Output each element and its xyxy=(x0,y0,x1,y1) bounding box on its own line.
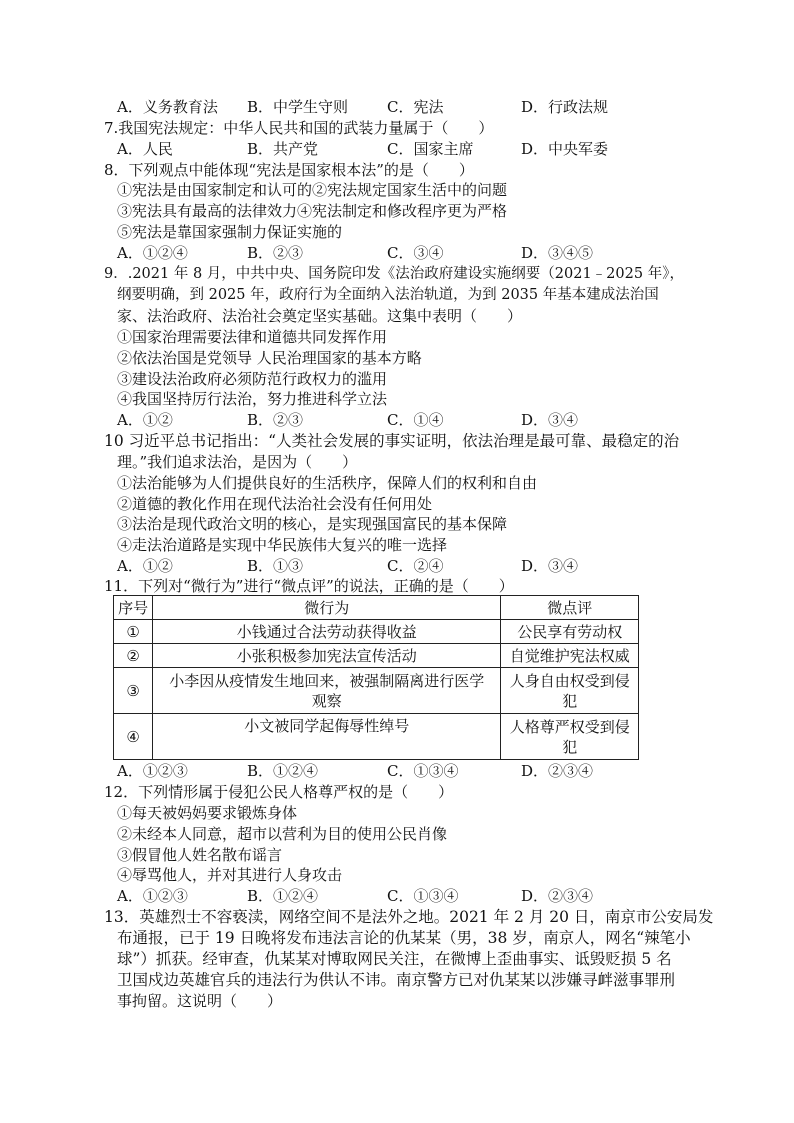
q11-option-b[interactable]: B．①②④ xyxy=(247,762,319,780)
q9-item: ②依法治国是党领导 人民治理国家的基本方略 xyxy=(117,349,422,367)
table-cell-comment xyxy=(501,668,639,714)
q8-item: ③宪法具有最高的法律效力④宪法制定和修改程序更为严格 xyxy=(117,202,508,220)
q8-stem: 8．下列观点中能体现“宪法是国家根本法”的是（ ） xyxy=(104,161,474,179)
q13-stem-line: 13．英雄烈士不容亵渎，网络空间不是法外之地。2021 年 2 月 20 日，南京市公安局发 xyxy=(104,908,714,926)
q7-option-a[interactable]: A．人民 xyxy=(117,140,173,158)
q11-option-a[interactable]: A．①②③ xyxy=(117,762,188,780)
q13-stem-line: 事拘留。这说明（ ） xyxy=(117,992,283,1010)
q7-option-d[interactable]: D．中央军委 xyxy=(521,140,609,158)
q10-item: ①法治能够为人们提供良好的生活秩序，保障人们的权利和自由 xyxy=(117,474,538,492)
q9-item: ①国家治理需要法律和道德共同发挥作用 xyxy=(117,328,388,346)
table-cell-line: 犯 xyxy=(562,737,578,756)
q12-item: ④辱骂他人，并对其进行人身攻击 xyxy=(117,866,343,884)
table-cell-index: ④ xyxy=(114,714,153,760)
q10-stem-line: 理。”我们追求法治，是因为（ ） xyxy=(117,453,358,471)
q12-item: ①每天被妈妈要求锻炼身体 xyxy=(117,804,298,822)
q8-option-a[interactable]: A．①②④ xyxy=(117,244,188,262)
table-row xyxy=(114,714,639,760)
q9-stem-line: 纲要明确，到 2025 年，政府行为全面纳入法治轨道，为到 2035 年基本建成法治国 xyxy=(117,287,659,303)
q6-option-b[interactable]: B．中学生守则 xyxy=(247,98,349,116)
q8-option-d[interactable]: D．③④⑤ xyxy=(521,244,594,262)
q7-option-c[interactable]: C．国家主席 xyxy=(387,140,474,158)
q12-option-d[interactable]: D．②③④ xyxy=(521,887,594,905)
table-cell-behavior: 小张积极参加宪法宣传活动 xyxy=(153,644,501,668)
table-cell-line: 人格尊严权受到侵 xyxy=(509,717,630,736)
q9-stem-line: 9．.2021 年 8 月，中共中央、国务院印发《法治政府建设实施纲要（2021﹣2025 年》， xyxy=(104,266,684,282)
q9-option-d[interactable]: D．③④ xyxy=(521,411,579,429)
table-row xyxy=(114,668,639,714)
q13-stem-line: 布通报，已于 19 日晚将发布违法言论的仇某某（男，38 岁，南京人，网名“辣笔小 xyxy=(117,929,691,947)
q10-option-b[interactable]: B．①③ xyxy=(247,557,304,575)
table-cell-line: 犯 xyxy=(562,691,578,710)
q9-stem-line: 家、法治政府、法治社会奠定坚实基础。这集中表明（ ） xyxy=(117,307,523,325)
q13-stem-line: 球”）抓获。经审查，仇某某对博取网民关注，在微博上歪曲事实、诋毁贬损 5 名 xyxy=(117,950,672,968)
table-header-cell: 微点评 xyxy=(501,596,639,620)
micro-behavior-table xyxy=(113,595,639,760)
table-cell-behavior: 小钱通过合法劳动获得收益 xyxy=(153,620,501,644)
q12-stem: 12．下列情形属于侵犯公民人格尊严权的是（ ） xyxy=(104,783,454,801)
table-row xyxy=(114,644,639,668)
q10-item: ③法治是现代政治文明的核心，是实现强国富民的基本保障 xyxy=(117,515,508,533)
table-cell-line: 观察 xyxy=(311,691,342,710)
table-cell-behavior: 小文被同学起侮辱性绰号 xyxy=(153,714,501,760)
q8-item: ⑤宪法是靠国家强制力保证实施的 xyxy=(117,223,343,241)
table-cell-index: ① xyxy=(114,620,153,644)
q10-option-d[interactable]: D．③④ xyxy=(521,557,579,575)
q10-item: ②道德的教化作用在现代法治社会没有任何用处 xyxy=(117,495,433,513)
q8-option-b[interactable]: B．②③ xyxy=(247,244,304,262)
q8-item: ①宪法是由国家制定和认可的②宪法规定国家生活中的问题 xyxy=(117,181,508,199)
q10-item: ④走法治道路是实现中华民族伟大复兴的唯一选择 xyxy=(117,536,448,554)
q9-item: ③建设法治政府必须防范行政权力的滥用 xyxy=(117,370,388,388)
q11-option-c[interactable]: C．①③④ xyxy=(387,762,459,780)
table-cell-line: 小李因从疫情发生地回来，被强制隔离进行医学 xyxy=(169,671,485,690)
q9-option-c[interactable]: C．①④ xyxy=(387,411,444,429)
q11-option-d[interactable]: D．②③④ xyxy=(521,762,594,780)
table-cell-comment xyxy=(501,714,639,760)
q7-stem: 7.我国宪法规定：中华人民共和国的武装力量属于（ ） xyxy=(104,119,494,137)
q6-option-a[interactable]: A．义务教育法 xyxy=(117,98,218,116)
q7-option-b[interactable]: B．共产党 xyxy=(247,140,319,158)
q10-option-a[interactable]: A．①② xyxy=(117,557,173,575)
q10-option-c[interactable]: C．②④ xyxy=(387,557,444,575)
table-row xyxy=(114,620,639,644)
q12-option-c[interactable]: C．①③④ xyxy=(387,887,459,905)
q10-stem-line: 10 习近平总书记指出：“人类社会发展的事实证明，依法治理是最可靠、最稳定的治 xyxy=(104,432,680,450)
q9-item: ④我国坚持厉行法治，努力推进科学立法 xyxy=(117,390,388,408)
q11-stem: 11．下列对“微行为”进行“微点评”的说法，正确的是（ ） xyxy=(104,577,514,595)
q6-option-d[interactable]: D．行政法规 xyxy=(521,98,609,116)
table-cell-comment: 自觉维护宪法权威 xyxy=(501,644,639,668)
table-header-row xyxy=(114,596,639,620)
q6-option-c[interactable]: C．宪法 xyxy=(387,98,444,116)
q8-option-c[interactable]: C．③④ xyxy=(387,244,444,262)
table-cell-behavior xyxy=(153,668,501,714)
table-cell-comment: 公民享有劳动权 xyxy=(501,620,639,644)
table-cell-index: ② xyxy=(114,644,153,668)
q12-item: ③假冒他人姓名散布谣言 xyxy=(117,846,283,864)
table-cell-line: 人身自由权受到侵 xyxy=(509,671,630,690)
q13-stem-line: 卫国戍边英雄官兵的违法行为供认不讳。南京警方已对仇某某以涉嫌寻衅滋事罪刑 xyxy=(117,971,676,989)
table-header-cell: 微行为 xyxy=(153,596,501,620)
table-cell-index: ③ xyxy=(114,668,153,714)
q12-option-b[interactable]: B．①②④ xyxy=(247,887,319,905)
q9-option-a[interactable]: A．①② xyxy=(117,411,173,429)
q12-item: ②未经本人同意，超市以营利为目的使用公民肖像 xyxy=(117,825,448,843)
q12-option-a[interactable]: A．①②③ xyxy=(117,887,188,905)
table-header-cell: 序号 xyxy=(114,596,153,620)
q9-option-b[interactable]: B．②③ xyxy=(247,411,304,429)
